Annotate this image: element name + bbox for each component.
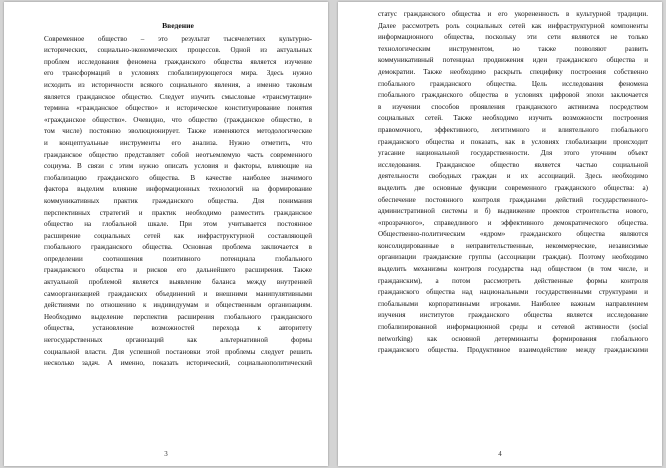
- text-line: негосударственных организаций как альтернативной формы: [44, 336, 312, 345]
- text-line: в изучении способов проявления гражданского активизма посредством: [378, 102, 648, 111]
- text-line: демократии. Также необходимо раскрыть специфику построения собственно: [378, 67, 648, 76]
- text-line: глобального гражданского общества. Цель исследования феномена: [378, 79, 648, 88]
- text-line: угасание национальной государственности. Для этого уточним объект: [378, 149, 648, 158]
- paragraph-lines: [44, 34, 312, 370]
- text-line: исторических, социально-экономических процессов. Одной из актуальных: [44, 46, 312, 55]
- text-line: актуальной проблемой является выявление баланса между внутренней: [44, 278, 312, 287]
- text-line: его трансформаций в условиях глобализирующегося мира. Здесь нужно: [44, 69, 312, 78]
- text-line: глобализированной информационной среды и сетевой активности (social: [378, 323, 648, 332]
- page-number: 3: [164, 450, 168, 458]
- text-line: гражданским), а потом рассмотреть действенные формы контроля: [378, 276, 648, 285]
- text-line: гражданское общество представляет собой неотъемлемую часть современного: [44, 150, 312, 159]
- text-line: глобализацию гражданского общества. В качестве наиболее значимого: [44, 173, 312, 182]
- text-line: организации гражданские группы (ассоциации граждан). Поэтому необходимо: [378, 253, 648, 262]
- text-line: социума. В связи с этим нужно описать условия и факторы, влияющие на: [44, 162, 312, 171]
- text-line: исходить из историчности всякого социального явления, а именно таковым: [44, 80, 312, 89]
- text-line: обеспечение постоянного контроля гражданами действий государственного-: [378, 195, 648, 204]
- text-line: определении соотношения позитивного потенциала глобального: [44, 254, 312, 263]
- text-line: действиями по отношению к индивидуумам и общественным организациям.: [44, 301, 312, 310]
- text-line: Далее рассмотреть роль социальных сетей как инфраструктурной компоненты: [378, 21, 648, 30]
- text-line: термина «гражданское общество» и историческое конституирование понятия: [44, 104, 312, 113]
- text-line: глобального гражданского общества в условиях цифровой эпохи заключается: [378, 91, 648, 100]
- text-line: общество на глобальной шкале. При этом учитывается постоянное: [44, 220, 312, 229]
- text-line: том числе) постоянно эволюционирует. Также изменяются методологические: [44, 127, 312, 136]
- text-line: перспективных стратегий и практик необходимо разместить гражданское: [44, 208, 312, 217]
- section-heading: Введение: [162, 21, 194, 30]
- text-line: деятельности свободных граждан и их ассоциаций. Здесь необходимо: [378, 172, 648, 181]
- text-line: социальной власти. Для успешной постановки этой проблемы следует решить: [44, 347, 312, 356]
- text-line: гражданского общества и рисков его дальнейшего расширения. Также: [44, 266, 312, 275]
- text-line: статус гражданского общества и его укорененность в культурной традиции.: [378, 10, 648, 18]
- text-line: расширение социальных сетей как инфраструктурной составляющей: [44, 231, 312, 240]
- paragraph-lines: [378, 9, 648, 357]
- text-line: глобального гражданского общества. Основная проблема заключается в: [44, 243, 312, 252]
- text-line: общества, установление возможностей перехода к авторитету: [44, 324, 312, 333]
- page-number: 4: [498, 450, 502, 458]
- text-line: является гражданское общество. Следует изучить смысловые «трансмутации»: [44, 92, 312, 101]
- text-line: фактора выделим влияние информационных технологий на формирование: [44, 185, 312, 194]
- text-line: проблем исследования феномена гражданского общества является изучение: [44, 57, 312, 66]
- document-page: [4, 2, 328, 466]
- page-body: [378, 9, 648, 357]
- text-line: технологическим инструментом, но также позволяют развить: [378, 44, 648, 53]
- text-line: Современное общество – это результат тысячелетних культурно-: [44, 34, 312, 43]
- text-line: коммуникативных практик гражданского общества. Для понимания: [44, 196, 312, 205]
- text-line: гражданского общества. Продуктивное взаимодействие между гражданскими: [378, 346, 648, 355]
- text-line: выделить механизмы контроля государства над обществом (в том числе, и: [378, 265, 648, 274]
- text-line: изучения институтов гражданского общества является исследование: [378, 311, 648, 320]
- text-line: глобальными корпоративными игроками. Наиболее важным направлением: [378, 299, 648, 308]
- text-line: самоорганизацией гражданских объединений и внешними манипулятивными: [44, 289, 312, 298]
- text-line: несколько задач. А именно, показать исторический, социальнополитический: [44, 359, 312, 368]
- document-page: [338, 2, 662, 466]
- text-line: административной системы и б) выдвижение проектов строительства нового,: [378, 207, 648, 216]
- text-line: гражданского общества и показать, как в условиях глобализации происходит: [378, 137, 648, 146]
- text-line: консолидированные в неправительственные, некоммерческие, независимые: [378, 241, 648, 250]
- text-line: коммуникативный потенциал продвижения идеи гражданского общества и: [378, 56, 648, 65]
- text-line: «гражданское общество». Очевидно, что общество (гражданское общество, в: [44, 115, 312, 124]
- text-line: информационного общества, поскольку эти сети являются не только: [378, 33, 648, 42]
- text-line: и концептуальные инструменты его анализа. Нужно отметить, что: [44, 138, 312, 147]
- text-line: социальных сетей. Также необходимо изучить возможности построения: [378, 114, 648, 123]
- text-line: правомочного, эффективного, легитимного и влиятельного глобального: [378, 125, 648, 134]
- text-line: выделить две основные функции современного гражданского общества: а): [378, 183, 648, 192]
- page-body: [44, 20, 312, 370]
- text-line: «прозрачного», справедливого и эффективного демократического общества.: [378, 218, 648, 227]
- text-line: networking) как основной детерминанты формирования глобального: [378, 334, 648, 343]
- text-line: Необходимо выделение перспектив расширения глобального гражданского: [44, 312, 312, 321]
- text-line: гражданского общества над национальными государственными структурами и: [378, 288, 648, 297]
- text-line: Общественно-политическим «ядром» гражданского общества являются: [378, 230, 648, 239]
- text-line: исследования. Гражданское общество является частью социальной: [378, 160, 648, 169]
